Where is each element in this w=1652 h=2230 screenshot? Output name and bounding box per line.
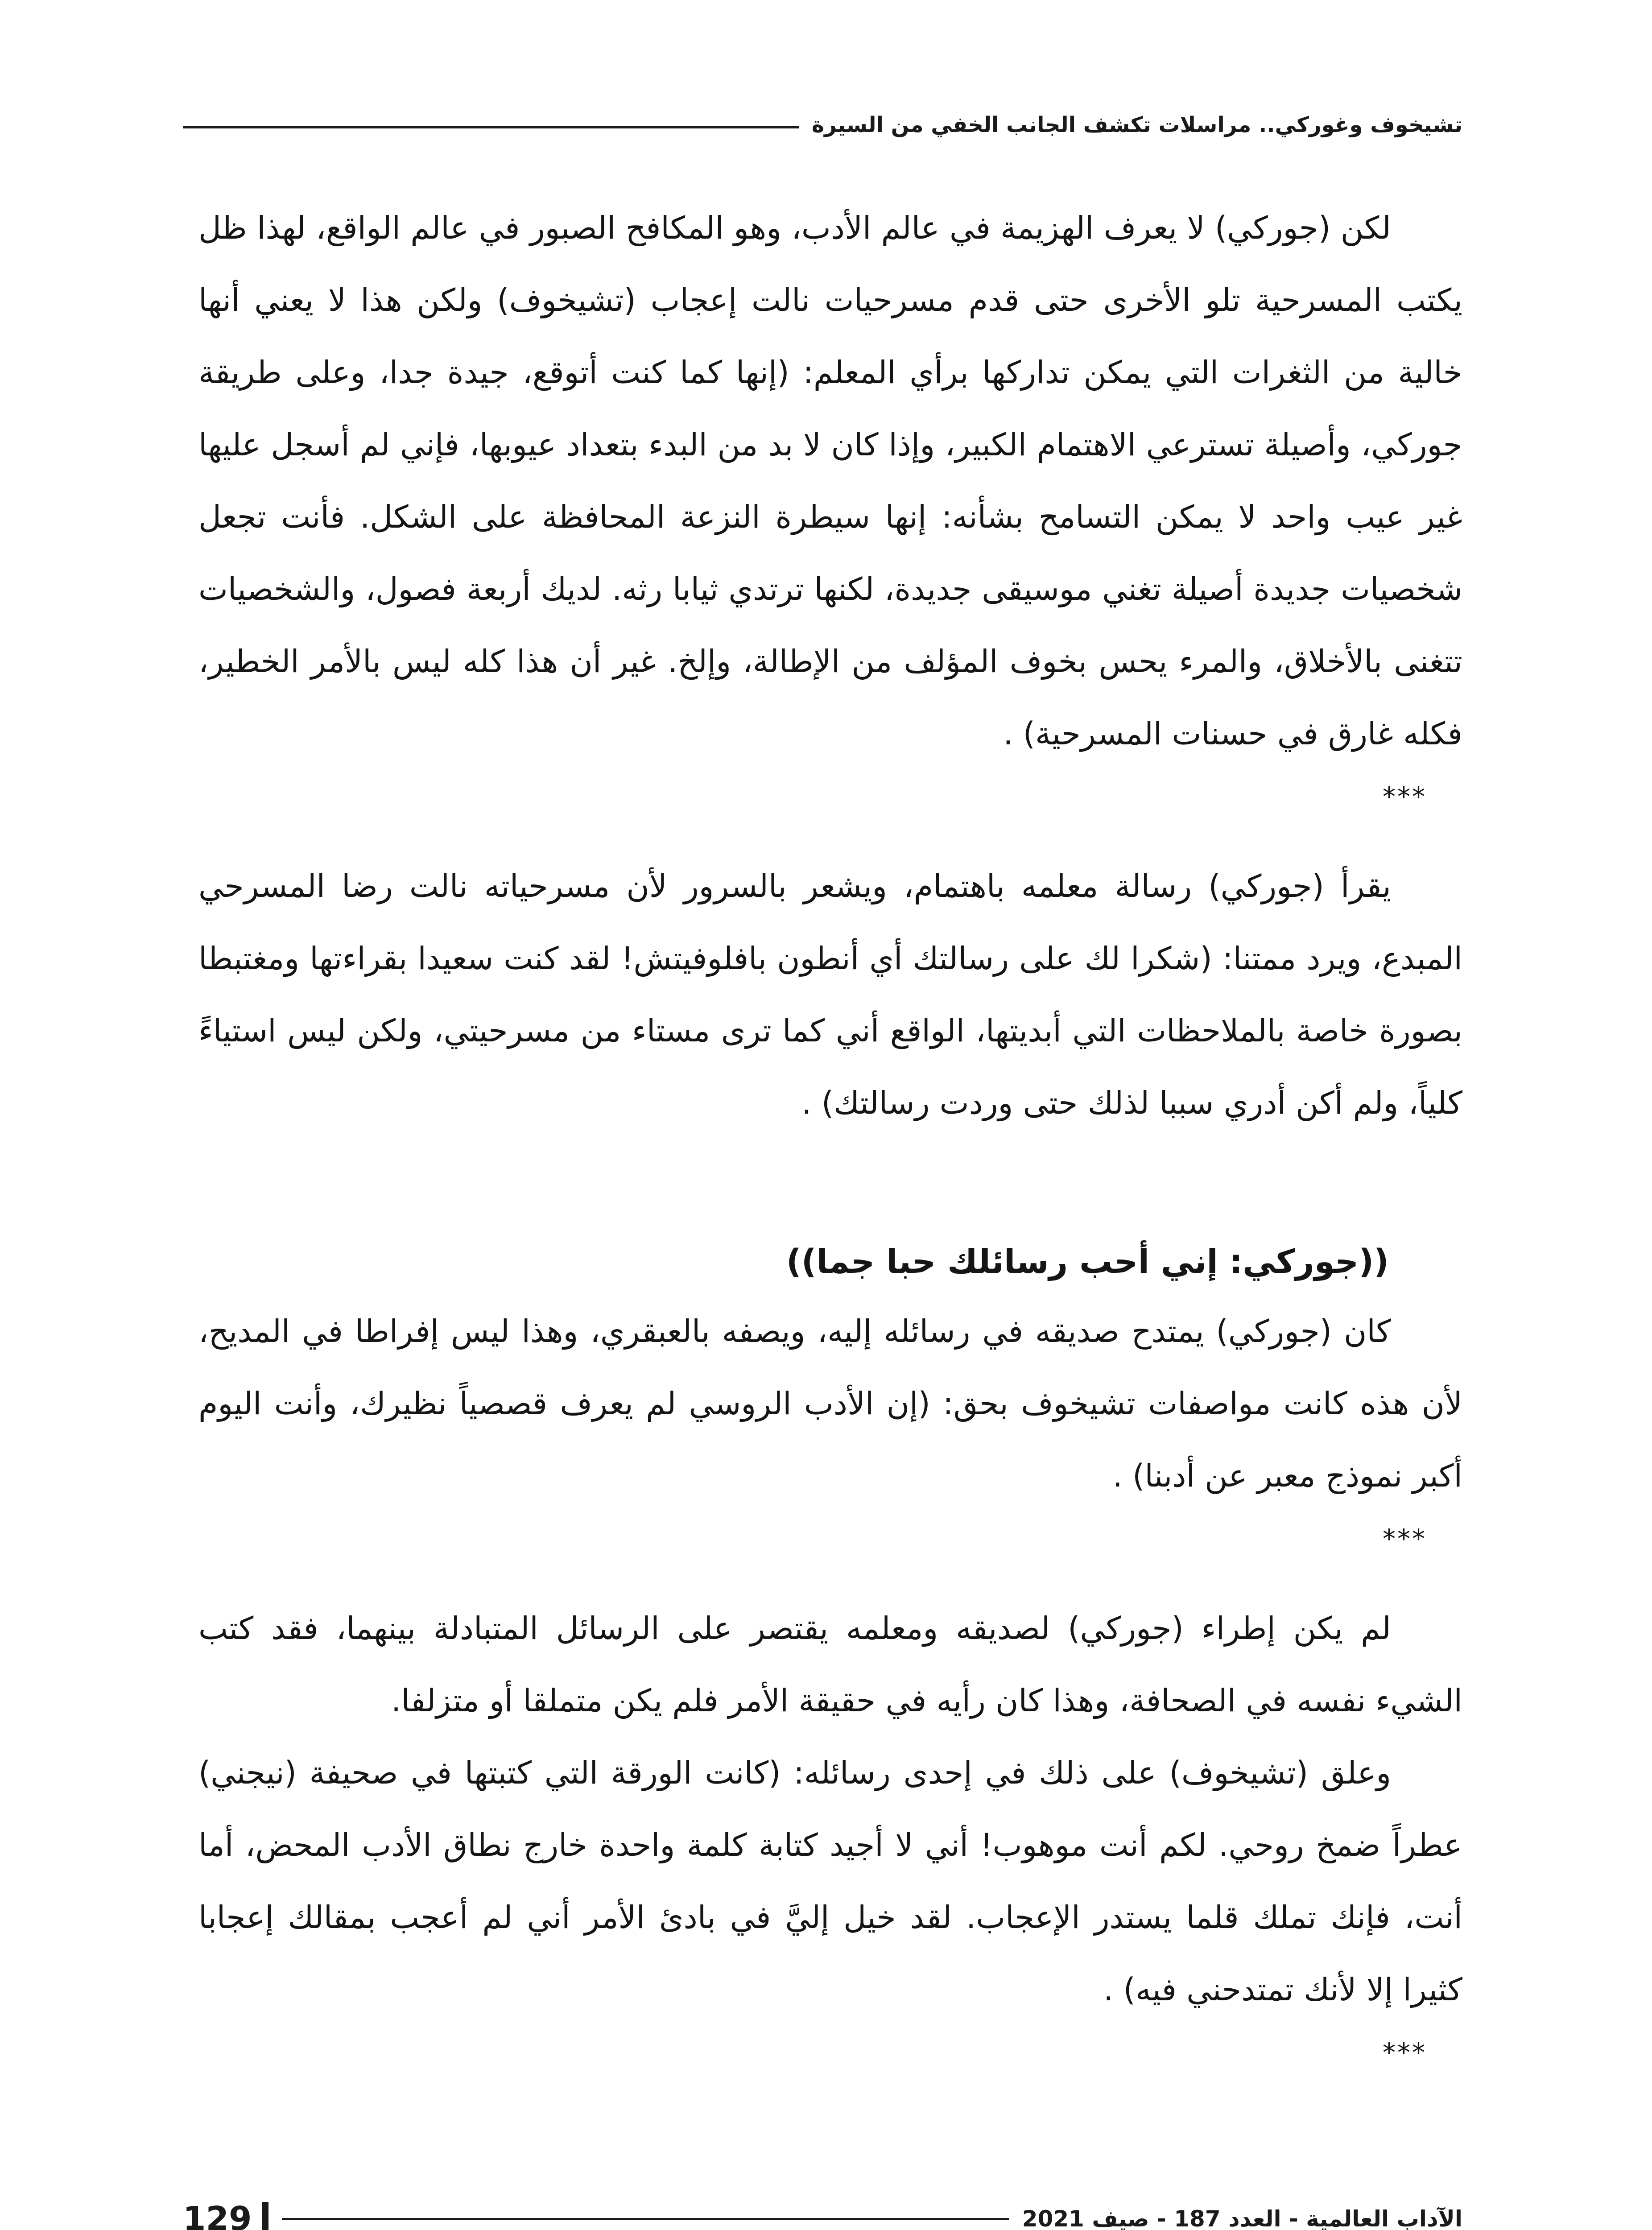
article-body: [198, 192, 1462, 2079]
body-paragraph: كان (جوركي) يمتدح صديقه في رسائله إليه، ويصفه بالعبقري، وهذا ليس إفراطا في المديح، لأن هذه كانت مواصفات تشيخوف بحق: (إن الأدب الروسي لم يعرف قصصياً نظيرك، وأنت اليوم أكبر نموذج معبر عن أدبنا) .: [198, 1313, 1462, 1494]
running-header-title: تشيخوف وغوركي.. مراسلات تكشف الجانب الخفي من السيرة: [811, 112, 1462, 137]
header-rule: [183, 126, 799, 128]
section-separator: ***: [1383, 2037, 1427, 2068]
page-footer: [183, 2194, 1462, 2230]
page-number: 129: [183, 2200, 252, 2230]
section-separator: ***: [1383, 781, 1427, 812]
body-paragraph: وعلق (تشيخوف) على ذلك في إحدى رسائله: (كانت الورقة التي كتبتها في صحيفة (نيجني) عطراً ضمخ روحي. لكم أنت موهوب! أني لا أجيد كتابة كلمة واحدة خارج نطاق الأدب المحض، أما أنت، فإنك تملك قلما يستدر الإعجاب. لقد خيل إليَّ في بادئ الأمر أني لم أعجب بمقالك إعجابا كثيرا إلا لأنك تمتدحني فيه) .: [198, 1755, 1462, 2008]
footer-journal-issue: الآداب العالمية - العدد 187 - صيف 2021: [1022, 2206, 1462, 2230]
footer-rule: [282, 2218, 1008, 2220]
footer-bar: [262, 2202, 268, 2230]
body-paragraph: لكن (جوركي) لا يعرف الهزيمة في عالم الأدب، وهو المكافح الصبور في عالم الواقع، لهذا ظل يكتب المسرحية تلو الأخرى حتى قدم مسرحيات نالت إعجاب (تشيخوف) ولكن هذا لا يعني أنها خالية من الثغرات التي يمكن تداركها برأي المعلم: (إنها كما كنت أتوقع، جيدة جدا، وعلى طريقة جوركي، وأصيلة تسترعي الاهتمام الكبير، وإذا كان لا بد من البدء بتعداد عيوبها، فإني لم أسجل عليها غير عيب واحد لا يمكن التسامح بشأنه: إنها سيطرة النزعة المحافظة على الشكل. فأنت تجعل شخصيات جديدة أصيلة تغني موسيقى جديدة، لكنها ترتدي ثيابا رثه. لديك أربعة فصول، والشخصيات تتغنى بالأخلاق، والمرء يحس بخوف المؤلف من الإطالة، وإلخ. غير أن هذا كله ليس بالأمر الخطير، فكله غارق في حسنات المسرحية) .: [198, 210, 1462, 752]
body-paragraph: يقرأ (جوركي) رسالة معلمه باهتمام، ويشعر بالسرور لأن مسرحياته نالت رضا المسرحي المبدع، ويرد ممتنا: (شكرا لك على رسالتك أي أنطون بافلوفيتش! لقد كنت سعيدا بقراءتها ومغتبطا بصورة خاصة بالملاحظات التي أبديتها، الواقع أني كما ترى مستاء من مسرحيتي، ولكن ليس استياءً كلياً، ولم أكن أدري سببا لذلك حتى وردت رسالتك) .: [198, 868, 1462, 1121]
running-header: [183, 107, 1462, 143]
section-separator: ***: [1383, 1524, 1427, 1554]
body-paragraph: لم يكن إطراء (جوركي) لصديقه ومعلمه يقتصر على الرسائل المتبادلة بينهما، فقد كتب الشيء نفسه في الصحافة، وهذا كان رأيه في حقيقة الأمر فلم يكن متملقا أو متزلفا.: [198, 1610, 1462, 1719]
section-subheading: ((جوركي: إني أحب رسائلك حبا جما)): [786, 1243, 1389, 1281]
